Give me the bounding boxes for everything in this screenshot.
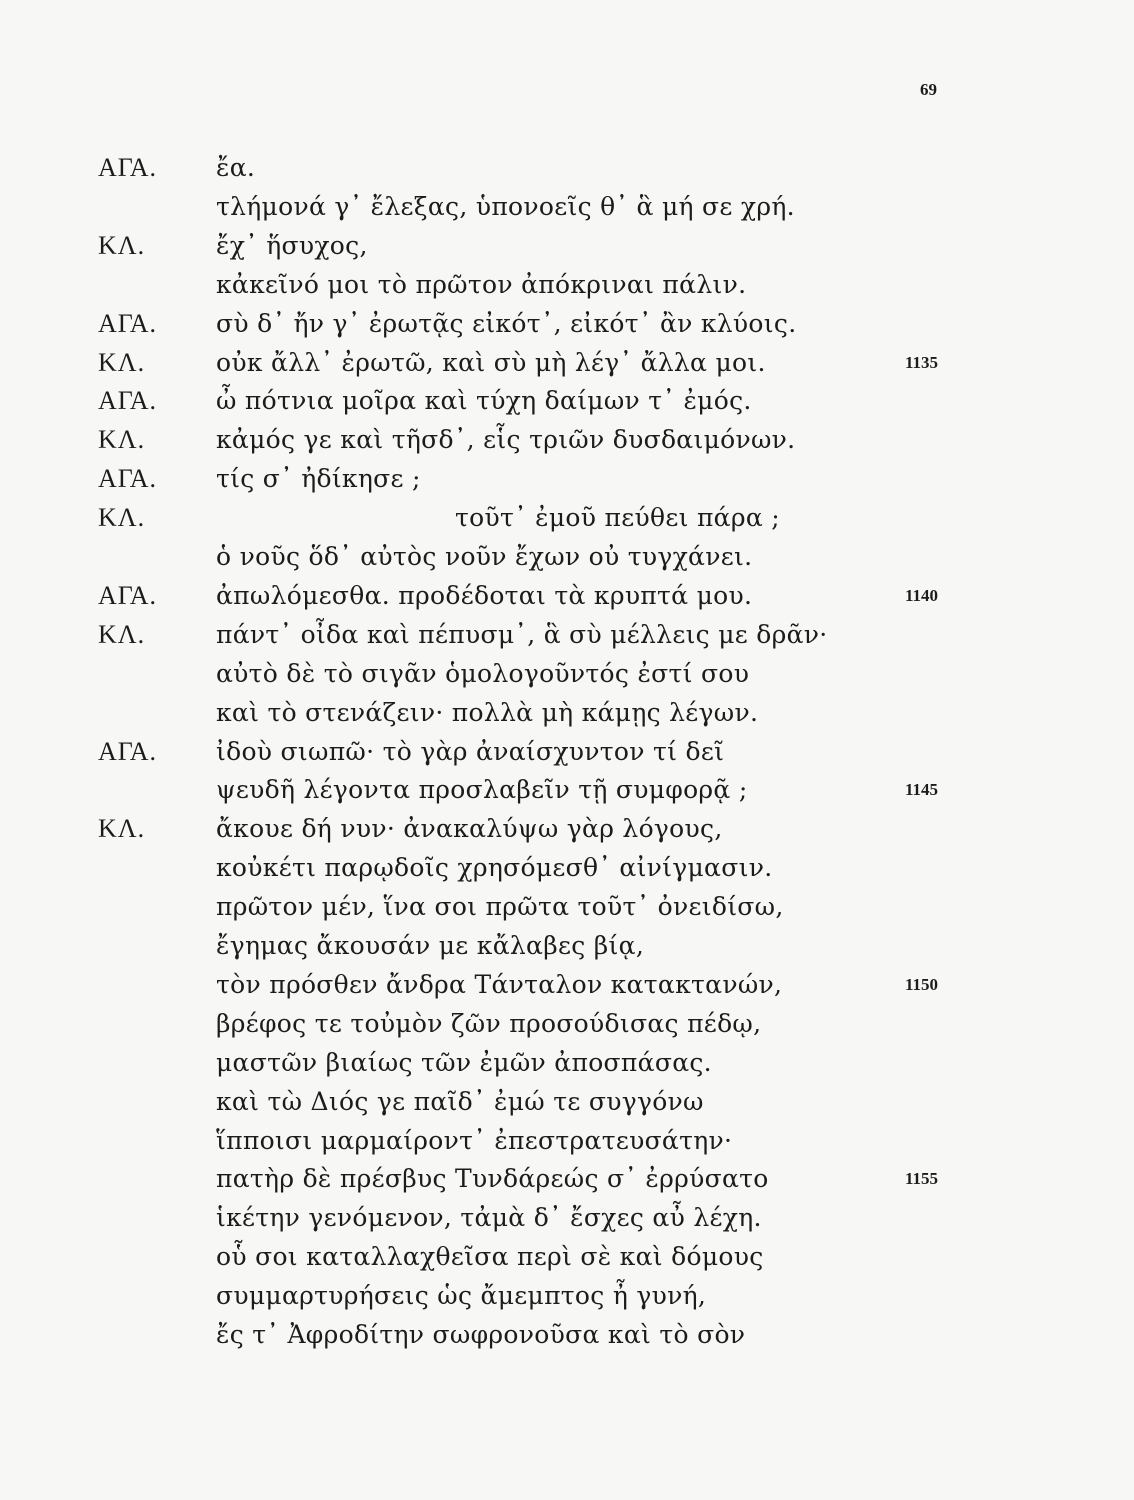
verse-line [0, 459, 1134, 499]
verse-text: οὗ σοι καταλλαχθεῖσα περὶ σὲ καὶ δόμους [216, 1242, 764, 1272]
verse-text: μαστῶν βιαίως τῶν ἐμῶν ἀποσπάσας. [216, 1047, 712, 1077]
speaker-label: ΚΛ. [98, 619, 146, 649]
verse-text: ἱκέτην γενόμενον, τἀμὰ δ᾽ ἔσχες αὖ λέχη. [216, 1203, 762, 1233]
speaker-label: ΑΓΑ. [98, 153, 158, 182]
verse-text: τὸν πρόσθεν ἄνδρα Τάνταλον κατακτανών, [216, 969, 783, 999]
verse-line [0, 343, 1134, 383]
verse-text: ἔς τ᾽ Ἀφροδίτην σωφρονοῦσα καὶ τὸ σὸν [216, 1320, 746, 1349]
line-number: 1135 [905, 352, 939, 372]
verse-text: κἀκεῖνό μοι τὸ πρῶτον ἀπόκριναι πάλιν. [216, 269, 747, 299]
line-number: 1155 [905, 1169, 939, 1189]
verse-line [0, 1004, 1134, 1044]
verse-text: πρῶτον μέν, ἵνα σοι πρῶτα τοῦτ᾽ ὀνειδίσω, [216, 892, 784, 922]
verse-line [0, 1198, 1134, 1238]
verse-text: τίς σ᾽ ἠδίκησε ; [216, 464, 421, 494]
verse-line [0, 1121, 1134, 1161]
verse-text: βρέφος τε τοὐμὸν ζῶν προσούδισας πέδῳ, [216, 1008, 762, 1038]
verse-text: συμμαρτυρήσεις ὡς ἄμεμπτος ἦ γυνή, [216, 1281, 707, 1311]
page-number: 69 [920, 80, 937, 99]
verse-line [0, 381, 1134, 421]
verse-line [0, 926, 1134, 966]
speaker-label: ΚΛ. [98, 347, 146, 377]
speaker-label: ΚΛ. [98, 814, 146, 844]
verse-line [0, 304, 1134, 344]
line-number: 1150 [905, 974, 939, 994]
verse-text: ἰδοὺ σιωπῶ· τὸ γὰρ ἀναίσχυντον τί δεῖ [216, 736, 725, 766]
verse-line [0, 420, 1134, 460]
verse-text: οὐκ ἄλλ᾽ ἐρωτῶ, καὶ σὺ μὴ λέγ᾽ ἄλλα μοι. [216, 347, 766, 377]
verse-line [0, 732, 1134, 772]
line-number: 1140 [905, 585, 939, 605]
verse-line [0, 848, 1134, 888]
verse-text: καὶ τὼ Διός γε παῖδ᾽ ἐμώ τε συγγόνω [216, 1086, 704, 1116]
speaker-label: ΑΓΑ. [98, 580, 158, 610]
verse-text: κἀμός γε καὶ τῆσδ᾽, εἷς τριῶν δυσδαιμόνων. [216, 425, 796, 455]
line-number: 1145 [905, 780, 939, 800]
speaker-label: ΚΛ. [98, 503, 146, 533]
verse-line [0, 1237, 1134, 1277]
verse-text: πατὴρ δὲ πρέσβυς Τυνδάρεώς σ᾽ ἐρρύσατο [216, 1164, 769, 1194]
verse-text: σὺ δ᾽ ἤν γ᾽ ἐρωτᾷς εἰκότ᾽, εἰκότ᾽ ἂν κλύοις. [216, 308, 797, 338]
speaker-label: ΚΛ. [98, 230, 146, 260]
speaker-label: ΚΛ. [98, 425, 146, 455]
verse-line [0, 887, 1134, 927]
speaker-label: ΑΓΑ. [98, 308, 158, 338]
verse-text: κοὐκέτι παρῳδοῖς χρησόμεσθ᾽ αἰνίγμασιν. [216, 853, 773, 883]
speaker-label: ΑΓΑ. [98, 464, 158, 494]
verse-text: ἔγημας ἄκουσάν με κἄλαβες βίᾳ, [216, 931, 645, 960]
verse-line [0, 1043, 1134, 1083]
verse-line [0, 576, 1134, 616]
verse-line [0, 498, 1134, 538]
verse-line [0, 265, 1134, 305]
verse-text: ἔχ᾽ ἥσυχος, [216, 230, 368, 260]
verse-line [0, 1315, 1134, 1355]
speaker-label: ΑΓΑ. [98, 386, 158, 416]
verse-text: πάντ᾽ οἶδα καὶ πέπυσμ᾽, ἃ σὺ μέλλεις με δρᾶν· [216, 619, 828, 649]
verse-text: καὶ τὸ στενάζειν· πολλὰ μὴ κάμῃς λέγων. [216, 697, 759, 727]
verse-line [0, 965, 1134, 1005]
verse-line [0, 693, 1134, 733]
verse-line [0, 1276, 1134, 1316]
verse-text: ψευδῆ λέγοντα προσλαβεῖν τῇ συμφορᾷ ; [216, 775, 748, 805]
verse-text: ὁ νοῦς ὅδ᾽ αὐτὸς νοῦν ἔχων οὐ τυγχάνει. [216, 542, 753, 571]
verse-line [0, 1159, 1134, 1199]
verse-line [0, 654, 1134, 694]
verse-line [0, 809, 1134, 849]
verse-line [0, 187, 1134, 227]
verse-line [0, 1082, 1134, 1122]
verse-text: ἄκουε δή νυν· ἀνακαλύψω γὰρ λόγους, [216, 814, 723, 844]
verse-text: τλήμονά γ᾽ ἔλεξας, ὑπονοεῖς θ᾽ ἃ μή σε χρή. [216, 191, 795, 221]
verse-line [0, 148, 1134, 188]
verse-line [0, 770, 1134, 810]
verse-line [0, 615, 1134, 655]
verse-text: ἀπωλόμεσθα. προδέδοται τὰ κρυπτά μου. [216, 580, 753, 610]
verse-text: ἔα. [216, 153, 256, 182]
verse-line [0, 537, 1134, 577]
speaker-label: ΑΓΑ. [98, 736, 158, 766]
verse-text: αὐτὸ δὲ τὸ σιγᾶν ὁμολογοῦντός ἐστί σου [216, 658, 750, 688]
verse-line [0, 226, 1134, 266]
verse-text: τοῦτ᾽ ἐμοῦ πεύθει πάρα ; [455, 503, 781, 533]
verse-text: ἵπποισι μαρμαίροντ᾽ ἐπεστρατευσάτην· [216, 1125, 733, 1155]
verse-text: ὦ πότνια μοῖρα καὶ τύχη δαίμων τ᾽ ἐμός. [216, 386, 752, 416]
